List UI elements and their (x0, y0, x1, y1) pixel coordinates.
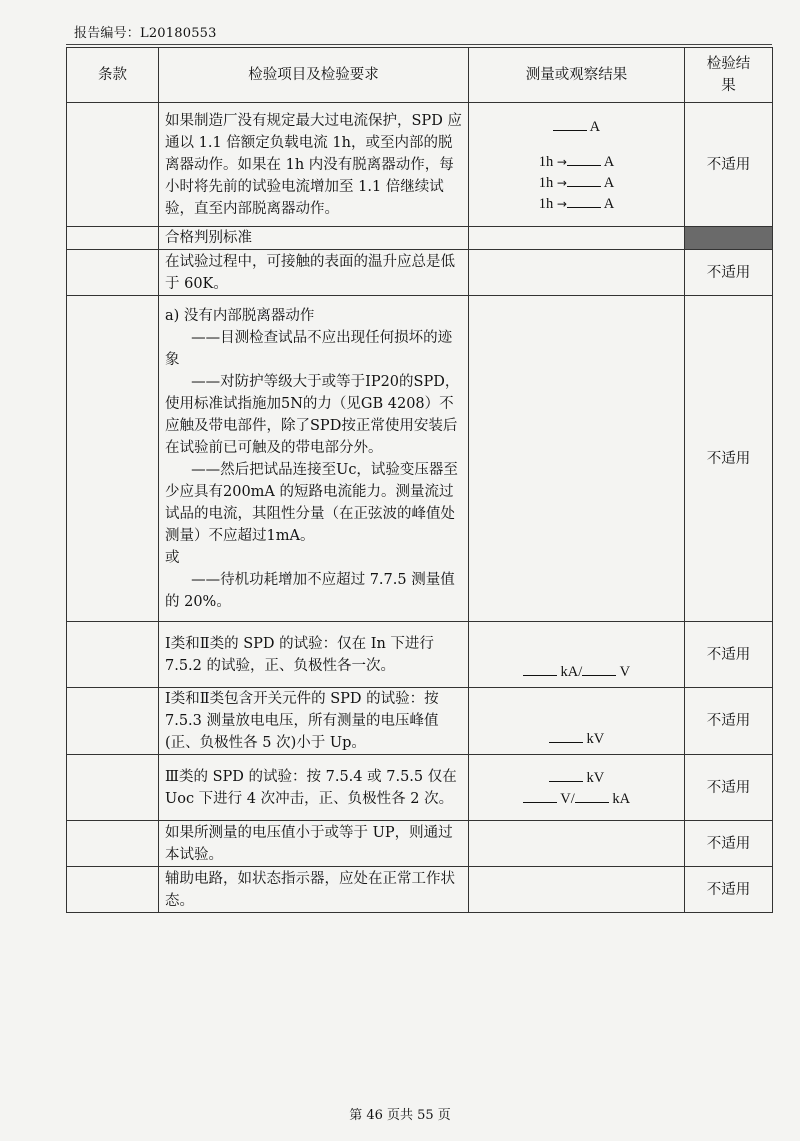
hour-label: 1h (538, 195, 554, 212)
requirement-cell: 在试验过程中，可接触的表面的温升应总是低于 60K。 (159, 250, 469, 296)
result-cell: 不适用 (685, 103, 773, 227)
requirement-cell: 辅助电路，如状态指示器，应处在正常工作状态。 (159, 867, 469, 913)
table-row (67, 296, 773, 622)
unit-label: V (619, 664, 631, 680)
table-row (67, 867, 773, 913)
blank-field (567, 193, 601, 208)
req-paragraph: ——目测检查试品不应出现任何损坏的迹象 (165, 329, 453, 368)
header-item: 检验项目及检验要求 (159, 48, 469, 103)
unit-label: A (603, 174, 615, 191)
unit-label: kA (612, 790, 631, 807)
unit-label: kV (586, 731, 605, 747)
header-result-text: 检验结果 (706, 56, 751, 94)
clause-cell (67, 250, 159, 296)
table-row (67, 250, 773, 296)
requirement-cell: 如果制造厂没有规定最大过电流保护，SPD 应通以 1.1 倍额定负载电流 1h，或至内部的脱离器动作。如果在 1h 内没有脱离器动作，每小时将先前的试验电流增加至 1.1 倍继续试验，直至内部脱离器动作。 (159, 103, 469, 227)
measure-line (473, 767, 680, 788)
unit-label: A (603, 195, 615, 212)
measurement-cell (469, 755, 685, 821)
hour-label: 1h (538, 153, 554, 170)
measurement-cell (469, 688, 685, 755)
header-clause: 条款 (67, 48, 159, 103)
measurement-cell (469, 821, 685, 867)
header-measure: 测量或观察结果 (469, 48, 685, 103)
arrow-icon: → (556, 175, 567, 190)
requirement-cell: 如果所测量的电压值小于或等于 UP，则通过本试验。 (159, 821, 469, 867)
measurement-cell (469, 867, 685, 913)
page-footer: 第 46 页共 55 页 (349, 1108, 451, 1123)
measurement-cell (469, 250, 685, 296)
blank-field (549, 767, 583, 782)
report-number: 报告编号：L20180553 (74, 26, 217, 41)
unit-label: kA/ (560, 664, 583, 680)
clause-cell (67, 755, 159, 821)
result-cell: 不适用 (685, 688, 773, 755)
requirement-cell: Ⅰ类和Ⅱ类包含开关元件的 SPD 的试验：按 7.5.3 测量放电电压，所有测量的电压峰值(正、负极性各 5 次)小于 Up。 (159, 688, 469, 755)
requirement-cell: 合格判别标准 (159, 227, 469, 250)
requirement-cell (159, 296, 469, 622)
result-cell: 不适用 (685, 250, 773, 296)
header-result (685, 48, 773, 103)
result-cell: 不适用 (685, 296, 773, 622)
clause-cell (67, 622, 159, 688)
blank-field (553, 116, 587, 131)
blank-field (567, 151, 601, 166)
measure-line (473, 172, 680, 193)
req-paragraph: ——对防护等级大于或等于IP20的SPD，使用标准试指施加5N的力（见GB 4208）不应触及带电部件，除了SPD按正常使用安装后在试验前已可触及的带电部分外。 (165, 373, 460, 456)
table-row (67, 103, 773, 227)
clause-cell (67, 296, 159, 622)
measurement-cell (469, 622, 685, 688)
table-row (67, 227, 773, 250)
inspection-table (66, 47, 773, 913)
unit-label: kV (586, 769, 605, 786)
unit-label: A (589, 118, 601, 135)
hour-label: 1h (538, 174, 554, 191)
clause-cell (67, 688, 159, 755)
header-divider (66, 44, 772, 45)
result-cell: 不适用 (685, 821, 773, 867)
measure-line (473, 116, 680, 137)
measure-line (473, 151, 680, 172)
unit-label: V/ (560, 790, 575, 807)
measure-line (473, 788, 680, 809)
blank-field (523, 788, 557, 803)
req-paragraph: ——然后把试品连接至Uc，试验变压器至少应具有200mA 的短路电流能力。测量流过试品的电流，其阻性分量（在正弦波的峰值处测量）不应超过1mA。 (165, 461, 458, 544)
measurement-cell (469, 296, 685, 622)
measurement-cell (469, 227, 685, 250)
table-row (67, 688, 773, 755)
blank-field (567, 172, 601, 187)
blank-field (523, 661, 557, 676)
req-paragraph: ——待机功耗增加不应超过 7.7.5 测量值的 20%。 (165, 571, 455, 610)
table-header-row (67, 48, 773, 103)
blank-field (582, 661, 616, 676)
result-cell: 不适用 (685, 755, 773, 821)
blank-field (575, 788, 609, 803)
clause-cell (67, 103, 159, 227)
clause-cell (67, 821, 159, 867)
unit-label: A (603, 153, 615, 170)
result-cell: 不适用 (685, 867, 773, 913)
table-row (67, 622, 773, 688)
clause-cell (67, 867, 159, 913)
measurement-cell (469, 103, 685, 227)
req-paragraph: a) 没有内部脱离器动作 (165, 307, 315, 324)
requirement-cell: Ⅲ类的 SPD 的试验：按 7.5.4 或 7.5.5 仅在 Uoc 下进行 4 次冲击，正、负极性各 2 次。 (159, 755, 469, 821)
table-row (67, 755, 773, 821)
spacer (473, 137, 680, 151)
arrow-icon: → (556, 196, 567, 211)
clause-cell (67, 227, 159, 250)
result-cell: 不适用 (685, 622, 773, 688)
requirement-cell: Ⅰ类和Ⅱ类的 SPD 的试验：仅在 In 下进行 7.5.2 的试验，正、负极性各一次。 (159, 622, 469, 688)
blank-field (549, 728, 583, 743)
table-row (67, 821, 773, 867)
arrow-icon: → (556, 154, 567, 169)
measure-line (473, 193, 680, 214)
result-cell-shaded (685, 227, 773, 250)
req-paragraph: 或 (165, 549, 180, 566)
